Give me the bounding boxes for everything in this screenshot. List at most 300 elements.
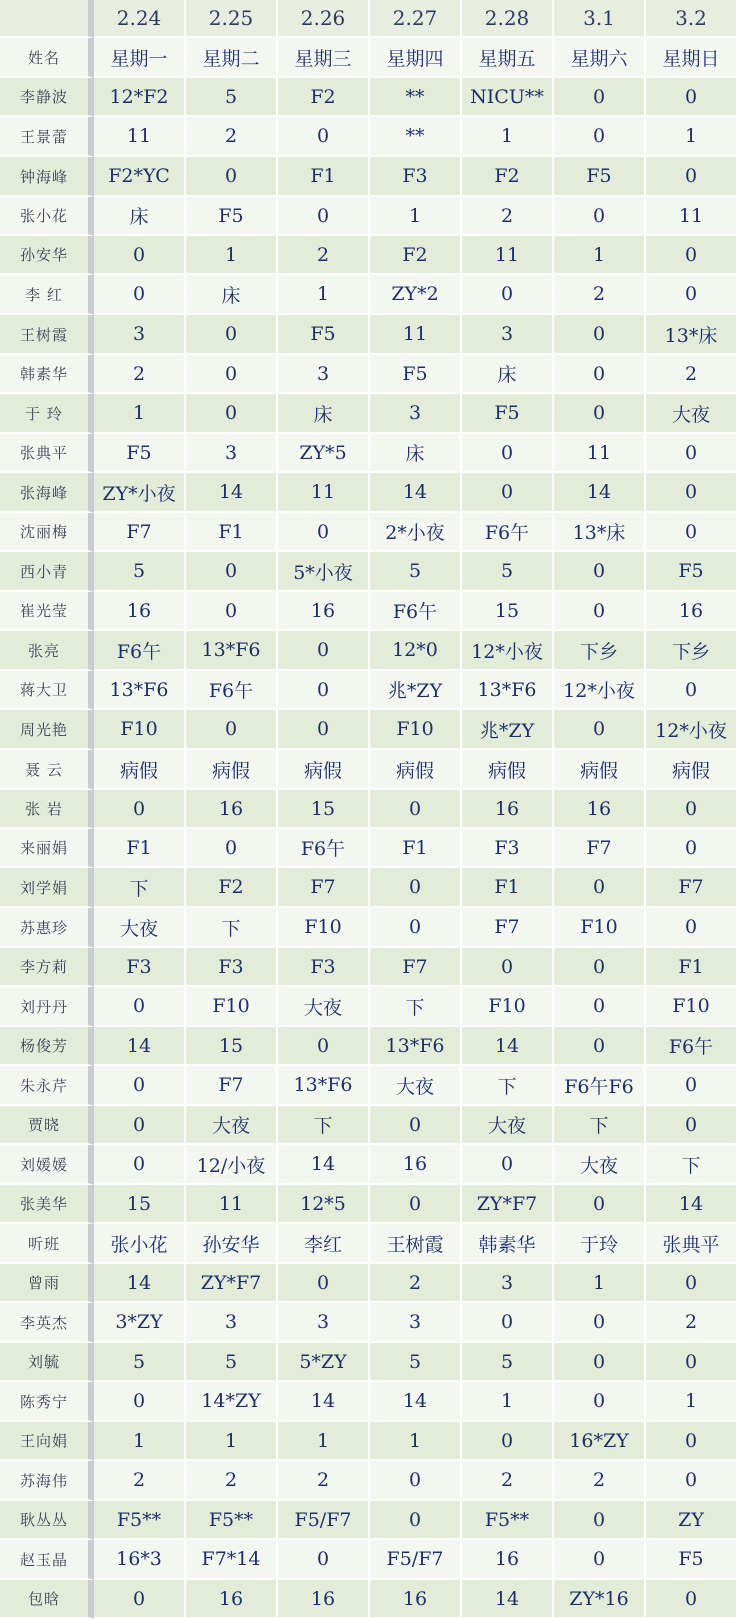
shift-cell: 0: [370, 1461, 462, 1501]
shift-cell: 病假: [370, 750, 462, 790]
shift-cell: 11: [94, 117, 186, 157]
shift-cell: 14: [646, 1185, 738, 1224]
staff-name-cell: 张典平: [0, 434, 94, 473]
shift-cell: 12*小夜: [646, 710, 738, 750]
shift-cell: F5: [278, 315, 370, 355]
shift-cell: 0: [278, 513, 370, 552]
shift-cell: 李红: [278, 1224, 370, 1264]
shift-cell: F5/F7: [278, 1501, 370, 1540]
roster-row: [0, 1066, 738, 1106]
shift-cell: 1: [462, 117, 554, 157]
shift-cell: 13*床: [646, 315, 738, 355]
staff-name-cell: 刘学娟: [0, 868, 94, 908]
shift-cell: F5: [370, 355, 462, 394]
shift-cell: 0: [646, 513, 738, 552]
date-cell: 2.28: [462, 0, 554, 38]
shift-cell: F1: [370, 829, 462, 868]
shift-cell: 5: [462, 1343, 554, 1382]
shift-cell: 0: [462, 948, 554, 987]
shift-cell: F6午: [278, 829, 370, 868]
corner-cell: [0, 0, 94, 38]
shift-cell: 0: [646, 908, 738, 948]
roster-row: [0, 1540, 738, 1580]
shift-cell: 床: [278, 394, 370, 434]
shift-cell: 下: [370, 987, 462, 1027]
roster-row: [0, 117, 738, 157]
shift-cell: 0: [278, 197, 370, 236]
weekday-header-row: [0, 38, 738, 78]
shift-cell: 3: [370, 394, 462, 434]
shift-cell: 14: [370, 1382, 462, 1422]
shift-cell: 14: [462, 1580, 554, 1619]
shift-cell: 0: [186, 394, 278, 434]
shift-cell: 大夜: [94, 908, 186, 948]
date-cell: 2.25: [186, 0, 278, 38]
shift-cell: F10: [370, 710, 462, 750]
shift-cell: 12*小夜: [462, 631, 554, 671]
shift-cell: 大夜: [462, 1106, 554, 1145]
roster-row: [0, 790, 738, 829]
weekday-cell: 星期三: [278, 38, 370, 78]
shift-cell: 0: [554, 552, 646, 592]
shift-cell: 0: [554, 355, 646, 394]
shift-cell: F7*14: [186, 1540, 278, 1580]
shift-cell: 1: [94, 1422, 186, 1461]
roster-row: [0, 710, 738, 750]
shift-cell: 1: [554, 236, 646, 275]
shift-cell: 2: [94, 355, 186, 394]
shift-cell: 12*F2: [94, 78, 186, 117]
shift-cell: 16: [278, 592, 370, 631]
shift-cell: 1: [646, 1382, 738, 1422]
staff-name-cell: 李 红: [0, 275, 94, 315]
shift-cell: 2: [278, 236, 370, 275]
shift-cell: ZY: [646, 1501, 738, 1540]
shift-cell: F10: [278, 908, 370, 948]
roster-row: [0, 1461, 738, 1501]
roster-row: [0, 908, 738, 948]
shift-cell: 大夜: [186, 1106, 278, 1145]
weekday-cell: 星期六: [554, 38, 646, 78]
roster-row: [0, 355, 738, 394]
shift-cell: 0: [554, 1027, 646, 1066]
shift-cell: 孙安华: [186, 1224, 278, 1264]
shift-cell: 5: [462, 552, 554, 592]
shift-cell: F1: [186, 513, 278, 552]
shift-cell: 13*F6: [462, 671, 554, 710]
shift-cell: F7: [94, 513, 186, 552]
shift-cell: 5: [370, 552, 462, 592]
shift-cell: F6午: [462, 513, 554, 552]
shift-cell: 床: [370, 434, 462, 473]
shift-cell: 1: [278, 275, 370, 315]
shift-cell: 0: [554, 592, 646, 631]
shift-cell: 2: [646, 355, 738, 394]
shift-cell: F5: [646, 1540, 738, 1580]
staff-name-cell: 钟海峰: [0, 157, 94, 197]
roster-row: [0, 513, 738, 552]
shift-cell: F5: [186, 197, 278, 236]
staff-name-cell: 沈丽梅: [0, 513, 94, 552]
shift-cell: F10: [554, 908, 646, 948]
shift-cell: 0: [94, 1382, 186, 1422]
staff-name-cell: 赵玉晶: [0, 1540, 94, 1580]
shift-cell: 0: [370, 1106, 462, 1145]
roster-row: [0, 948, 738, 987]
shift-cell: 0: [278, 117, 370, 157]
shift-cell: 11: [186, 1185, 278, 1224]
shift-cell: 11: [370, 315, 462, 355]
shift-cell: F2: [462, 157, 554, 197]
shift-cell: 兆*ZY: [370, 671, 462, 710]
shift-cell: F10: [94, 710, 186, 750]
shift-cell: 下: [94, 868, 186, 908]
shift-cell: 床: [186, 275, 278, 315]
shift-cell: 0: [646, 473, 738, 513]
shift-cell: F6午: [370, 592, 462, 631]
roster-row: [0, 987, 738, 1027]
shift-cell: 14: [278, 1382, 370, 1422]
shift-cell: 1: [278, 1422, 370, 1461]
shift-cell: 0: [646, 157, 738, 197]
shift-cell: 0: [646, 671, 738, 710]
shift-cell: 1: [186, 1422, 278, 1461]
shift-cell: F2: [370, 236, 462, 275]
shift-cell: 5: [94, 552, 186, 592]
roster-row: [0, 1501, 738, 1540]
shift-cell: F2: [186, 868, 278, 908]
shift-cell: 2: [554, 275, 646, 315]
shift-cell: 11: [554, 434, 646, 473]
shift-cell: 11: [278, 473, 370, 513]
shift-cell: F1: [94, 829, 186, 868]
shift-cell: 0: [646, 434, 738, 473]
shift-cell: 0: [554, 710, 646, 750]
roster-row: [0, 1185, 738, 1224]
shift-cell: 16: [462, 1540, 554, 1580]
weekday-cell: 星期一: [94, 38, 186, 78]
shift-cell: 5: [370, 1343, 462, 1382]
roster-row: [0, 1422, 738, 1461]
shift-cell: 0: [646, 1343, 738, 1382]
shift-cell: 大夜: [646, 394, 738, 434]
shift-cell: 5: [186, 78, 278, 117]
shift-cell: 0: [278, 1027, 370, 1066]
shift-cell: 0: [94, 1580, 186, 1619]
shift-cell: 2: [94, 1461, 186, 1501]
date-header-row: [0, 0, 738, 38]
shift-cell: 12*5: [278, 1185, 370, 1224]
shift-cell: F2: [278, 78, 370, 117]
shift-cell: 0: [462, 1145, 554, 1185]
shift-cell: 14: [94, 1264, 186, 1303]
shift-cell: 0: [646, 275, 738, 315]
shift-cell: 2: [278, 1461, 370, 1501]
shift-cell: 大夜: [370, 1066, 462, 1106]
shift-cell: 0: [646, 1106, 738, 1145]
shift-cell: 0: [370, 868, 462, 908]
staff-name-cell: 蒋大卫: [0, 671, 94, 710]
shift-cell: F10: [646, 987, 738, 1027]
shift-cell: F7: [370, 948, 462, 987]
staff-name-cell: 周光艳: [0, 710, 94, 750]
roster-row: [0, 1580, 738, 1619]
shift-cell: F3: [370, 157, 462, 197]
shift-cell: 0: [186, 592, 278, 631]
staff-name-cell: 张小花: [0, 197, 94, 236]
weekday-cell: 星期四: [370, 38, 462, 78]
shift-cell: 于玲: [554, 1224, 646, 1264]
shift-cell: 16: [646, 592, 738, 631]
shift-cell: 16: [462, 790, 554, 829]
shift-cell: 2: [370, 1264, 462, 1303]
shift-cell: 1: [462, 1382, 554, 1422]
shift-cell: 0: [278, 671, 370, 710]
shift-cell: ZY*16: [554, 1580, 646, 1619]
staff-name-cell: 王树霞: [0, 315, 94, 355]
shift-cell: 下乡: [646, 631, 738, 671]
roster-row: [0, 671, 738, 710]
shift-cell: 2: [462, 1461, 554, 1501]
shift-cell: 0: [646, 1580, 738, 1619]
roster-row: [0, 434, 738, 473]
roster-row: [0, 1303, 738, 1343]
shift-cell: 0: [94, 790, 186, 829]
name-column-label: 姓名: [0, 38, 94, 78]
shift-cell: 0: [554, 78, 646, 117]
shift-cell: 5: [94, 1343, 186, 1382]
shift-cell: 13*床: [554, 513, 646, 552]
staff-name-cell: 崔光莹: [0, 592, 94, 631]
shift-cell: 0: [94, 987, 186, 1027]
shift-cell: F5: [462, 394, 554, 434]
shift-cell: F6午: [186, 671, 278, 710]
shift-cell: **: [370, 78, 462, 117]
shift-cell: F5**: [94, 1501, 186, 1540]
staff-name-cell: 张亮: [0, 631, 94, 671]
shift-cell: 5*小夜: [278, 552, 370, 592]
staff-name-cell: 西小青: [0, 552, 94, 592]
shift-cell: **: [370, 117, 462, 157]
date-cell: 3.2: [646, 0, 738, 38]
shift-cell: 0: [646, 790, 738, 829]
shift-cell: 15: [278, 790, 370, 829]
shift-cell: 14: [462, 1027, 554, 1066]
shift-cell: 0: [646, 1422, 738, 1461]
roster-row: [0, 1264, 738, 1303]
roster-row: [0, 157, 738, 197]
shift-cell: 大夜: [278, 987, 370, 1027]
shift-cell: 0: [646, 236, 738, 275]
date-cell: 3.1: [554, 0, 646, 38]
shift-cell: 下乡: [554, 631, 646, 671]
staff-name-cell: 听班: [0, 1224, 94, 1264]
roster-row: [0, 1145, 738, 1185]
shift-cell: 3: [94, 315, 186, 355]
shift-cell: 下: [278, 1106, 370, 1145]
shift-cell: 0: [554, 1382, 646, 1422]
shift-cell: 0: [554, 987, 646, 1027]
staff-name-cell: 杨俊芳: [0, 1027, 94, 1066]
roster-row: [0, 1106, 738, 1145]
shift-cell: 16: [278, 1580, 370, 1619]
weekday-cell: 星期日: [646, 38, 738, 78]
staff-name-cell: 王景蕾: [0, 117, 94, 157]
shift-cell: 0: [554, 1303, 646, 1343]
shift-cell: 0: [646, 1461, 738, 1501]
staff-name-cell: 张美华: [0, 1185, 94, 1224]
shift-cell: 0: [462, 473, 554, 513]
shift-cell: 14: [186, 473, 278, 513]
staff-name-cell: 李英杰: [0, 1303, 94, 1343]
date-cell: 2.26: [278, 0, 370, 38]
staff-name-cell: 王向娟: [0, 1422, 94, 1461]
shift-cell: 15: [186, 1027, 278, 1066]
shift-cell: 0: [646, 829, 738, 868]
staff-name-cell: 聂 云: [0, 750, 94, 790]
staff-name-cell: 包晗: [0, 1580, 94, 1619]
staff-name-cell: 朱永芹: [0, 1066, 94, 1106]
shift-cell: F7: [186, 1066, 278, 1106]
shift-cell: 13*F6: [186, 631, 278, 671]
roster-row: [0, 1382, 738, 1422]
shift-cell: 15: [94, 1185, 186, 1224]
shift-cell: F1: [278, 157, 370, 197]
shift-cell: 0: [554, 1501, 646, 1540]
shift-cell: F5**: [186, 1501, 278, 1540]
shift-cell: F10: [462, 987, 554, 1027]
shift-cell: 3: [462, 1264, 554, 1303]
shift-cell: 0: [646, 78, 738, 117]
shift-cell: 2: [186, 1461, 278, 1501]
shift-cell: 下: [646, 1145, 738, 1185]
shift-cell: 2: [554, 1461, 646, 1501]
staff-name-cell: 于 玲: [0, 394, 94, 434]
roster-row: [0, 1224, 738, 1264]
shift-cell: 16*3: [94, 1540, 186, 1580]
roster-row: [0, 750, 738, 790]
shift-cell: 14*ZY: [186, 1382, 278, 1422]
shift-cell: 14: [370, 473, 462, 513]
shift-cell: 0: [278, 1540, 370, 1580]
staff-name-cell: 刘丹丹: [0, 987, 94, 1027]
roster-row: [0, 236, 738, 275]
shift-cell: 下: [554, 1106, 646, 1145]
shift-cell: 0: [94, 236, 186, 275]
shift-cell: 0: [462, 1303, 554, 1343]
shift-cell: 1: [94, 394, 186, 434]
shift-cell: 0: [370, 1185, 462, 1224]
shift-cell: 韩素华: [462, 1224, 554, 1264]
shift-cell: 0: [646, 1264, 738, 1303]
shift-cell: 16: [186, 1580, 278, 1619]
shift-cell: 0: [554, 1540, 646, 1580]
shift-cell: 床: [462, 355, 554, 394]
shift-cell: F5/F7: [370, 1540, 462, 1580]
shift-cell: 1: [186, 236, 278, 275]
shift-cell: 5*ZY: [278, 1343, 370, 1382]
staff-name-cell: 李静波: [0, 78, 94, 117]
shift-cell: F2*YC: [94, 157, 186, 197]
shift-cell: 病假: [646, 750, 738, 790]
shift-cell: 16: [370, 1580, 462, 1619]
shift-cell: 0: [462, 275, 554, 315]
shift-cell: 13*F6: [94, 671, 186, 710]
shift-cell: 14: [554, 473, 646, 513]
shift-cell: 12*0: [370, 631, 462, 671]
staff-name-cell: 来丽娟: [0, 829, 94, 868]
shift-cell: 0: [370, 1501, 462, 1540]
shift-cell: 0: [554, 1185, 646, 1224]
shift-cell: 16*ZY: [554, 1422, 646, 1461]
shift-cell: 2: [186, 117, 278, 157]
shift-cell: 张小花: [94, 1224, 186, 1264]
date-cell: 2.27: [370, 0, 462, 38]
shift-cell: 0: [94, 1145, 186, 1185]
roster-row: [0, 868, 738, 908]
staff-name-cell: 曾雨: [0, 1264, 94, 1303]
shift-cell: F3: [462, 829, 554, 868]
shift-cell: 王树霞: [370, 1224, 462, 1264]
shift-cell: 0: [554, 1343, 646, 1382]
weekday-cell: 星期二: [186, 38, 278, 78]
shift-cell: 0: [94, 1066, 186, 1106]
roster-row: [0, 275, 738, 315]
shift-cell: 3: [186, 1303, 278, 1343]
staff-name-cell: 孙安华: [0, 236, 94, 275]
shift-cell: 16: [370, 1145, 462, 1185]
staff-name-cell: 张海峰: [0, 473, 94, 513]
date-cell: 2.24: [94, 0, 186, 38]
shift-cell: F7: [462, 908, 554, 948]
staff-name-cell: 张 岩: [0, 790, 94, 829]
shift-cell: 3: [278, 355, 370, 394]
shift-cell: 0: [186, 710, 278, 750]
shift-cell: 1: [646, 117, 738, 157]
shift-cell: 0: [462, 434, 554, 473]
shift-cell: NICU**: [462, 78, 554, 117]
weekday-cell: 星期五: [462, 38, 554, 78]
shift-cell: 3: [278, 1303, 370, 1343]
shift-cell: 0: [462, 1422, 554, 1461]
shift-cell: 0: [554, 315, 646, 355]
roster-row: [0, 197, 738, 236]
shift-cell: 0: [94, 1106, 186, 1145]
staff-name-cell: 韩素华: [0, 355, 94, 394]
shift-cell: 3*ZY: [94, 1303, 186, 1343]
shift-cell: 0: [186, 552, 278, 592]
shift-cell: 0: [186, 157, 278, 197]
shift-cell: 12/小夜: [186, 1145, 278, 1185]
shift-cell: F10: [186, 987, 278, 1027]
shift-cell: 5: [186, 1343, 278, 1382]
shift-cell: 0: [554, 868, 646, 908]
shift-cell: 2: [462, 197, 554, 236]
shift-cell: ZY*小夜: [94, 473, 186, 513]
roster-row: [0, 829, 738, 868]
shift-cell: F6午: [646, 1027, 738, 1066]
shift-cell: 床: [94, 197, 186, 236]
shift-cell: 16: [186, 790, 278, 829]
shift-cell: 0: [278, 1264, 370, 1303]
shift-cell: 下: [186, 908, 278, 948]
roster-row: [0, 473, 738, 513]
roster-row: [0, 552, 738, 592]
roster-row: [0, 1027, 738, 1066]
shift-cell: F3: [278, 948, 370, 987]
shift-cell: 13*F6: [370, 1027, 462, 1066]
shift-cell: 2*小夜: [370, 513, 462, 552]
